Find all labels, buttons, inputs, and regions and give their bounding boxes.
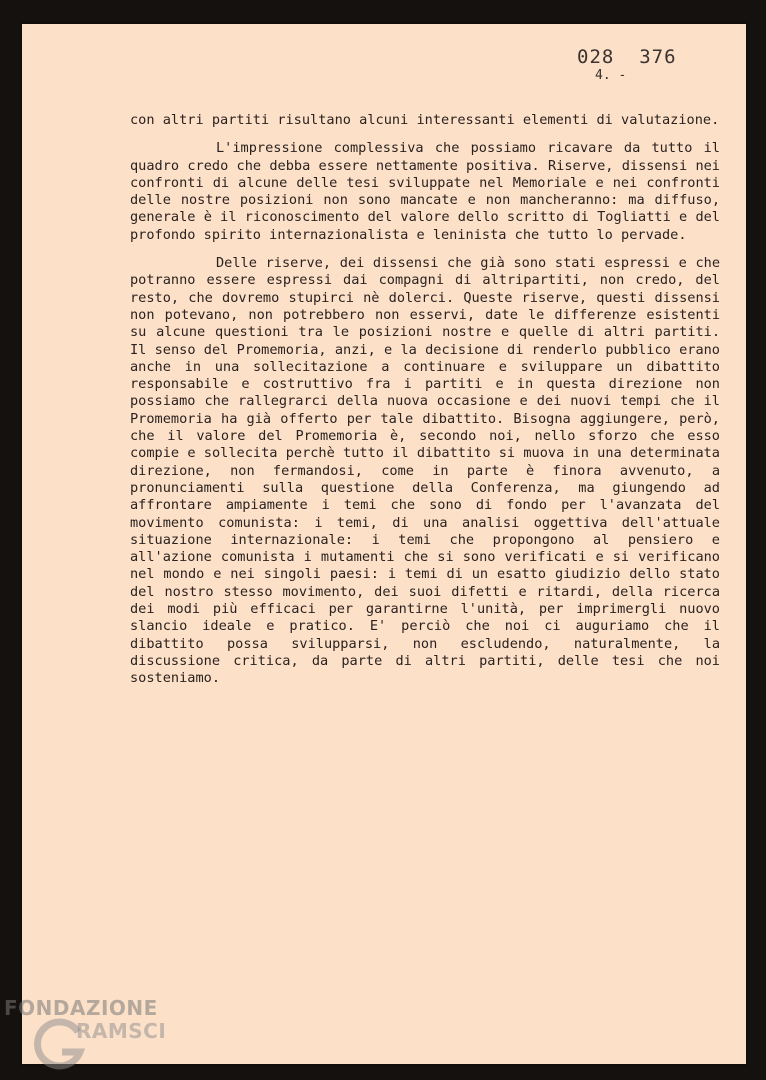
watermark-line-2: RAMSCI xyxy=(76,1019,167,1043)
archive-number: 028 376 xyxy=(577,46,677,68)
paragraph-2: L'impressione complessiva che possiamo ricavare da tutto il quadro credo che debba essere nettamente positiva. Riserve, dissensi nei confronti di alcune delle tesi sviluppate nel Memoriale e nei confronti delle nostre posizioni non sono mancate e non mancheranno: ma diffuso, generale è il riconoscimento del valore dello scritto di Togliatti e del profondo spirito internazionalista e leninista che tutto lo pervade. xyxy=(130,140,720,243)
paragraph-1: con altri partiti risultano alcuni interessanti elementi di valutazione. xyxy=(130,112,720,128)
body-text xyxy=(130,112,720,688)
page-number: 4. - xyxy=(595,68,627,83)
fondazione-gramsci-watermark xyxy=(4,996,194,1076)
watermark-line-1: FONDAZIONE xyxy=(4,996,158,1020)
paragraph-3: Delle riserve, dei dissensi che già sono stati espressi e che potranno essere espressi dai compagni di altripartiti, non credo, del resto, che dovremo stupirci nè dolerci. Queste riserve, questi dissensi non potevano, non potrebbero non esservi, date le differenze esistenti su alcune questioni tra le posizioni nostre e quelle di altri partiti. Il senso del Promemoria, anzi, e la decisione di renderlo pubblico erano anche in una sollecitazione a continuare e sviluppare un dibattito responsabile e costruttivo fra i partiti e in questa direzione non possiamo che rallegrarci della nuova occasione e dei nuovi tempi che il Promemoria ha già offerto per tale dibattito. Bisogna aggiungere, però, che il valore del Promemoria è, secondo noi, nello sforzo che esso compie e sollecita perchè tutto il dibattito si muova in una determinata direzione, non fermandosi, come in parte è finora avvenuto, a pronunciamenti sulla questione della Conferenza, ma giungendo ad affrontare ampiamente i temi che sono di fondo per l'avanzata del movimento comunista: i temi, di una analisi oggettiva dell'attuale situazione internazionale: i temi che propongono al pensiero e all'azione comunista i mutamenti che si sono verificati e si verificano nel mondo e nei singoli paesi: i temi di un esatto giudizio dello stato del nostro stesso movimento, dei suoi difetti e ritardi, della ricerca dei modi più efficaci per garantirne l'unità, per imprimergli nuovo slancio ideale e pratico. E' perciò che noi ci auguriamo che il dibattito possa svilupparsi, non escludendo, naturalmente, la discussione critica, da parte di altri partiti, delle tesi che noi sosteniamo. xyxy=(130,255,720,687)
